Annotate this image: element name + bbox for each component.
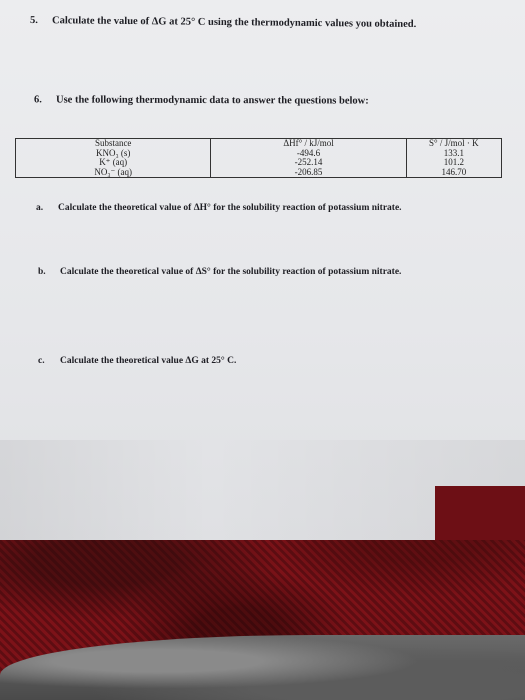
table-row [16,139,502,178]
cell-substance-2: K⁺ (aq) [99,157,128,167]
table-cell [406,139,501,178]
question-6 [34,94,369,106]
cell-substance-1: KNO₃ (s) [96,147,131,158]
cell-entropy-2: 101.2 [443,157,464,167]
table-cell [211,139,406,178]
cell-entropy-3: 146.70 [441,166,467,177]
cell-entropy-1: 133.1 [443,147,464,158]
question-6c-letter: c. [38,356,45,366]
question-5-number: 5. [29,14,38,27]
header-substance: Substance [94,138,132,148]
header-entropy: S° / J/mol · K [429,138,479,148]
question-6c [38,356,236,366]
cell-substance-3: NO₃⁻ (aq) [94,166,133,177]
cell-enthalpy-1: -494.6 [296,147,321,158]
table-cell [16,139,211,178]
question-6-number: 6. [33,94,42,106]
cell-enthalpy-3: -206.85 [294,166,323,177]
question-6b-letter: b. [38,267,46,277]
question-5-text: Calculate the value of ΔG at 25° C using the thermodynamic values you obtained. [51,15,417,31]
question-6a [36,203,402,213]
torn-paper-corner [435,486,525,540]
header-enthalpy: ΔHf° / kJ/mol [283,138,334,148]
question-6a-letter: a. [36,203,44,213]
question-6b-text: Calculate the theoretical value of ΔS° for the solubility reaction of potassium nitrate. [60,267,402,277]
thermodynamic-data-table [15,138,502,178]
question-6c-text: Calculate the theoretical value ΔG at 25° C. [60,356,237,366]
question-6b [38,267,401,277]
cell-enthalpy-2: -252.14 [294,157,323,167]
question-6a-text: Calculate the theoretical value of ΔH° for the solubility reaction of potassium nitrate. [58,203,402,213]
question-6-text: Use the following thermodynamic data to answer the questions below: [55,94,369,107]
